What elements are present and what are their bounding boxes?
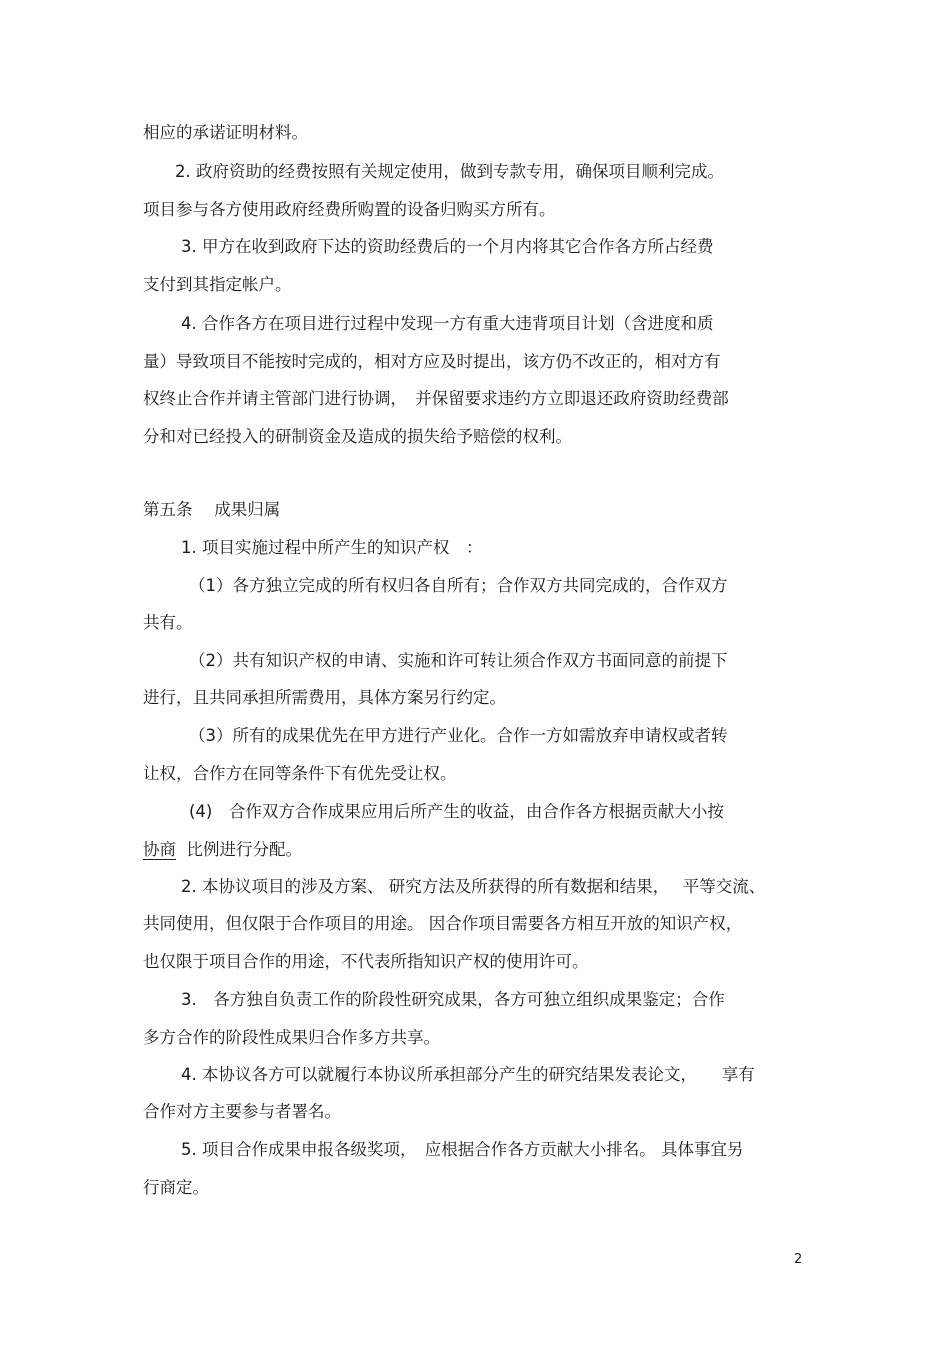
text-line — [143, 839, 302, 861]
text-line: 行商定。 — [143, 1178, 209, 1197]
text-line: 4. 合作各方在项目进行过程中发现一方有重大违背项目计划（含进度和质 — [181, 314, 714, 333]
page-number: 2 — [794, 1252, 803, 1267]
text-line: （1）各方独立完成的所有权归各自所有；合作双方共同完成的，合作双方 — [189, 576, 728, 595]
text-line: 共同使用，但仅限于合作项目的用途。 因合作项目需要各方相互开放的知识产权， — [143, 914, 743, 933]
text-line: 多方合作的阶段性成果归合作多方共享。 — [143, 1028, 440, 1047]
text-line: 量）导致项目不能按时完成的，相对方应及时提出，该方仍不改正的，相对方有 — [143, 352, 721, 371]
text-line: 权终止合作并请主管部门进行协调， 并保留要求违约方立即退还政府资助经费部 — [143, 389, 729, 408]
text-line: 也仅限于项目合作的用途，不代表所指知识产权的使用许可。 — [143, 952, 589, 971]
text-line: 让权，合作方在同等条件下有优先受让权。 — [143, 764, 457, 783]
text-line: 3. 甲方在收到政府下达的资助经费后的一个月内将其它合作各方所占经费 — [181, 237, 714, 256]
text-line: 进行，且共同承担所需费用，具体方案另行约定。 — [143, 688, 506, 707]
text-line: 共有。 — [143, 613, 193, 632]
text-line: (4) 合作双方合作成果应用后所产生的收益，由合作各方根据贡献大小按 — [189, 802, 724, 821]
text-line: 3. 各方独自负责工作的阶段性研究成果，各方可独立组织成果鉴定；合作 — [181, 990, 725, 1009]
text-line: 2. 本协议项目的涉及方案、 研究方法及所获得的所有数据和结果， 平等交流、 — [181, 877, 766, 896]
text-line: 分和对已经投入的研制资金及造成的损失给予赔偿的权利。 — [143, 427, 572, 446]
underlined-term: 协商 — [143, 840, 176, 859]
text-fragment: 比例进行分配。 — [186, 840, 302, 859]
text-line: （3）所有的成果优先在甲方进行产业化。合作一方如需放弃申请权或者转 — [189, 726, 728, 745]
text-line: 支付到其指定帐户。 — [143, 275, 292, 294]
section-heading: 第五条 成果归属 — [143, 500, 281, 519]
text-line: 4. 本协议各方可以就履行本协议所承担部分产生的研究结果发表论文， 享有 — [181, 1065, 755, 1084]
text-line: 1. 项目实施过程中所产生的知识产权 ： — [181, 538, 483, 557]
text-line: （2）共有知识产权的申请、实施和许可转让须合作双方书面同意的前提下 — [189, 651, 728, 670]
text-line: 2. 政府资助的经费按照有关规定使用，做到专款专用，确保项目顺利完成。 — [175, 162, 724, 181]
text-line: 相应的承诺证明材料。 — [143, 123, 308, 142]
text-line: 项目参与各方使用政府经费所购置的设备归购买方所有。 — [143, 200, 556, 219]
text-line: 合作对方主要参与者署名。 — [143, 1102, 341, 1121]
text-line: 5. 项目合作成果申报各级奖项， 应根据合作各方贡献大小排名。 具体事宜另 — [181, 1140, 744, 1159]
